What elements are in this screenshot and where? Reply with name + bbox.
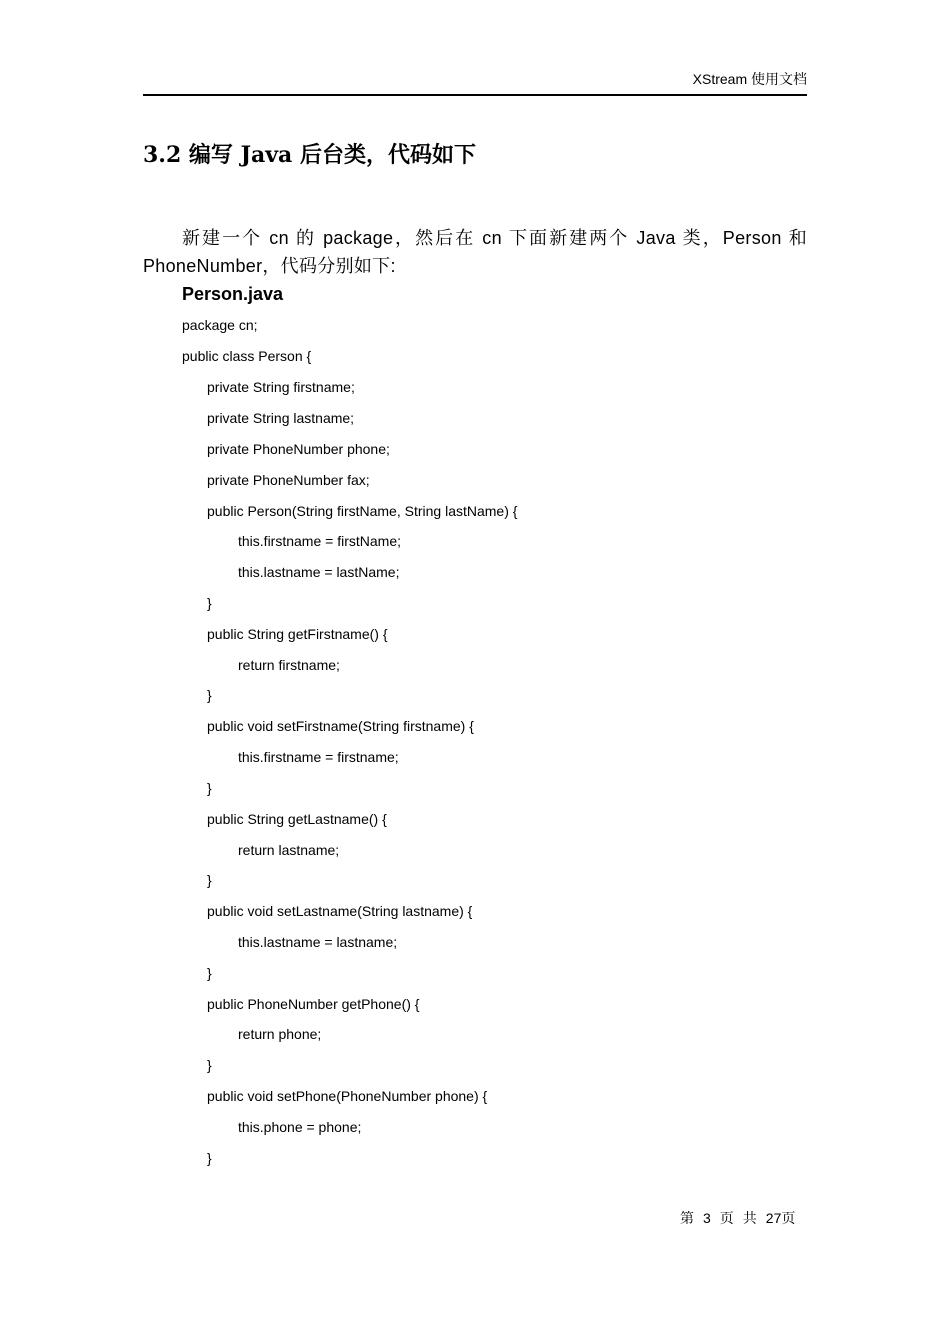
code-line: return firstname;	[238, 657, 340, 673]
code-line: public Person(String firstName, String lastName) {	[207, 503, 518, 519]
code-line: package cn;	[182, 317, 258, 333]
code-line: this.lastname = lastName;	[238, 564, 400, 580]
footer-page-prefix: 第	[680, 1210, 694, 1226]
code-line: public void setLastname(String lastname) {	[207, 903, 473, 919]
code-line: }	[207, 687, 212, 703]
code-line: this.phone = phone;	[238, 1119, 362, 1135]
code-line: public String getFirstname() {	[207, 626, 388, 642]
code-line: public PhoneNumber getPhone() {	[207, 996, 420, 1012]
header-title: XStream 使用文档	[692, 71, 807, 87]
code-line: public String getLastname() {	[207, 811, 387, 827]
code-line: }	[207, 780, 212, 796]
page-footer	[680, 1208, 795, 1228]
footer-page-suffix: 页	[781, 1210, 796, 1226]
footer-total-prefix: 共	[742, 1210, 757, 1226]
section-title: 3.2 编写 Java 后台类，代码如下	[143, 142, 476, 168]
code-line: }	[207, 872, 212, 888]
code-line: return lastname;	[238, 842, 340, 858]
intro-paragraph: 新建一个 cn 的 package，然后在 cn 下面新建两个 Java 类，Person 和 PhoneNumber，代码分别如下:	[143, 228, 807, 276]
code-line: return phone;	[238, 1026, 322, 1042]
code-line: private PhoneNumber fax;	[207, 472, 370, 488]
code-line: private PhoneNumber phone;	[207, 441, 390, 457]
code-line: public void setFirstname(String firstname) {	[207, 718, 474, 734]
code-line: }	[207, 1150, 212, 1166]
code-line: public void setPhone(PhoneNumber phone) {	[207, 1088, 488, 1104]
code-line: }	[207, 1057, 212, 1073]
code-line: this.lastname = lastname;	[238, 934, 398, 950]
code-line: private String firstname;	[207, 379, 355, 395]
code-line: public class Person {	[182, 348, 312, 364]
code-line: }	[207, 965, 212, 981]
file-title: Person.java	[182, 284, 284, 304]
page-header	[143, 70, 807, 96]
footer-current-page: 3	[703, 1210, 711, 1226]
footer-page-mid: 页	[719, 1210, 734, 1226]
code-line: this.firstname = firstname;	[238, 749, 399, 765]
code-line: private String lastname;	[207, 410, 355, 426]
code-line: }	[207, 595, 212, 611]
footer-total-pages: 27	[765, 1210, 782, 1226]
code-line: this.firstname = firstName;	[238, 533, 401, 549]
